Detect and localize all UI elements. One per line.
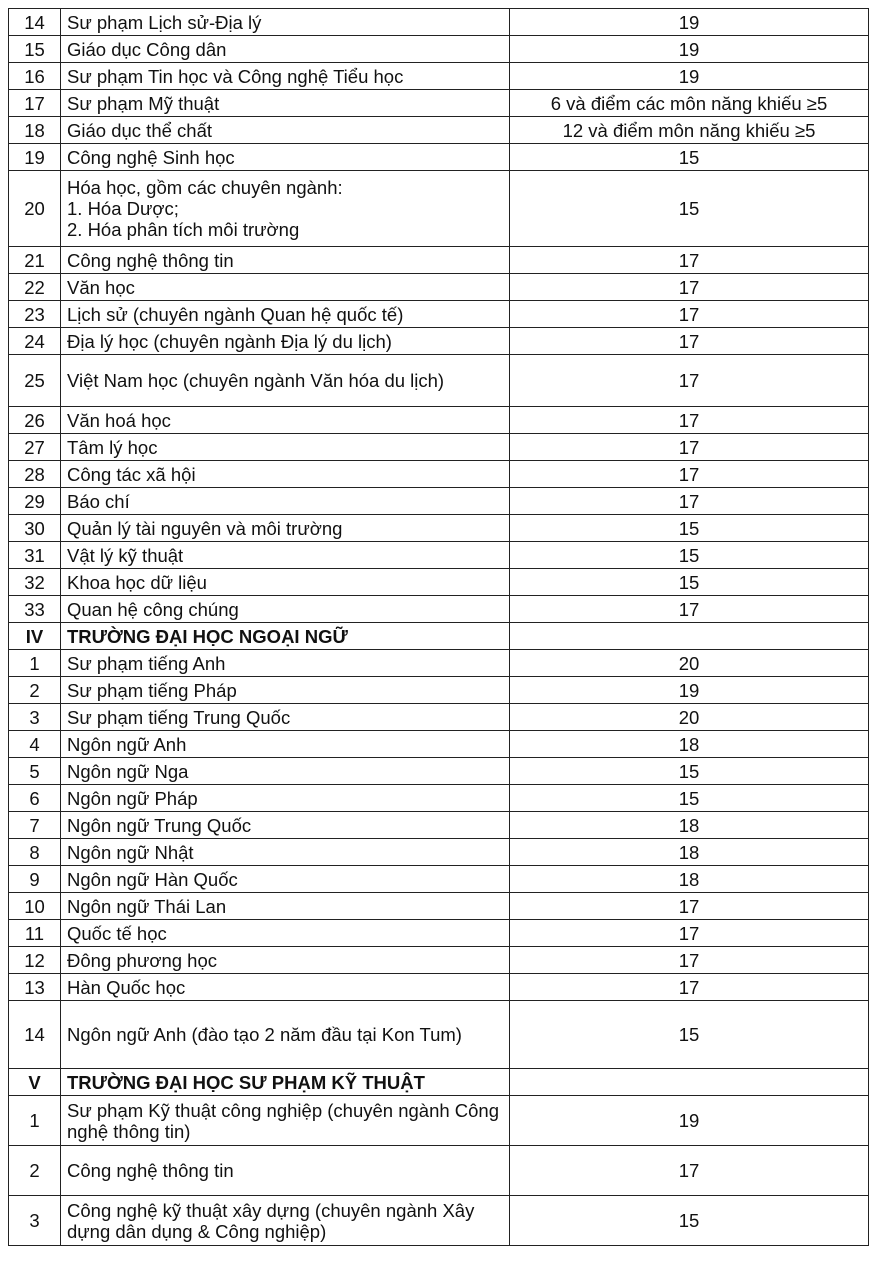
program-name-cell: Tâm lý học — [61, 434, 510, 461]
min-score-cell: 18 — [510, 839, 869, 866]
table-row — [9, 117, 869, 144]
table-row — [9, 355, 869, 407]
program-name-cell: Vật lý kỹ thuật — [61, 542, 510, 569]
program-name-cell: Ngôn ngữ Thái Lan — [61, 893, 510, 920]
min-score-cell: 20 — [510, 704, 869, 731]
table-row — [9, 36, 869, 63]
table-row — [9, 866, 869, 893]
program-name-cell: Việt Nam học (chuyên ngành Văn hóa du lịch) — [61, 355, 510, 407]
row-number-cell: 7 — [9, 812, 61, 839]
program-name-cell: Sư phạm Tin học và Công nghệ Tiểu học — [61, 63, 510, 90]
program-name-cell: Giáo dục Công dân — [61, 36, 510, 63]
min-score-cell: 19 — [510, 677, 869, 704]
table-row — [9, 974, 869, 1001]
row-number-cell: 3 — [9, 704, 61, 731]
row-number-cell: 30 — [9, 515, 61, 542]
min-score-cell: 17 — [510, 947, 869, 974]
row-number-cell: 2 — [9, 1146, 61, 1196]
row-number-cell: 22 — [9, 274, 61, 301]
min-score-cell: 15 — [510, 144, 869, 171]
row-number-cell: 12 — [9, 947, 61, 974]
row-number-cell: 23 — [9, 301, 61, 328]
row-number-cell: 10 — [9, 893, 61, 920]
program-name-cell: Sư phạm tiếng Anh — [61, 650, 510, 677]
min-score-cell: 17 — [510, 247, 869, 274]
min-score-cell: 15 — [510, 171, 869, 247]
program-name-cell: Công nghệ Sinh học — [61, 144, 510, 171]
program-name-cell: Sư phạm tiếng Trung Quốc — [61, 704, 510, 731]
table-body — [9, 9, 869, 1246]
program-name-cell: Công tác xã hội — [61, 461, 510, 488]
min-score-cell: 17 — [510, 461, 869, 488]
program-name-cell: Ngôn ngữ Anh (đào tạo 2 năm đầu tại Kon Tum) — [61, 1001, 510, 1069]
row-number-cell: 1 — [9, 1096, 61, 1146]
program-name-cell: Hàn Quốc học — [61, 974, 510, 1001]
min-score-cell — [510, 623, 869, 650]
table-row — [9, 90, 869, 117]
program-name-cell: Quốc tế học — [61, 920, 510, 947]
table-row — [9, 542, 869, 569]
min-score-cell: 18 — [510, 731, 869, 758]
program-name-cell: Công nghệ kỹ thuật xây dựng (chuyên ngành Xây dựng dân dụng & Công nghiệp) — [61, 1196, 510, 1246]
program-name-cell: Sư phạm Kỹ thuật công nghiệp (chuyên ngành Công nghệ thông tin) — [61, 1096, 510, 1146]
row-number-cell: 6 — [9, 785, 61, 812]
min-score-cell: 17 — [510, 407, 869, 434]
program-name-cell: Sư phạm tiếng Pháp — [61, 677, 510, 704]
min-score-cell: 18 — [510, 812, 869, 839]
min-score-cell: 17 — [510, 434, 869, 461]
program-name-cell: Đông phương học — [61, 947, 510, 974]
table-row — [9, 758, 869, 785]
min-score-cell: 17 — [510, 355, 869, 407]
program-name-cell: Báo chí — [61, 488, 510, 515]
min-score-cell: 19 — [510, 9, 869, 36]
program-name-cell: Sư phạm Lịch sử-Địa lý — [61, 9, 510, 36]
table-row — [9, 247, 869, 274]
row-number-cell: 15 — [9, 36, 61, 63]
row-number-cell: 14 — [9, 1001, 61, 1069]
row-number-cell: 1 — [9, 650, 61, 677]
program-name-cell: Ngôn ngữ Nga — [61, 758, 510, 785]
row-number-cell: IV — [9, 623, 61, 650]
row-number-cell: 31 — [9, 542, 61, 569]
min-score-cell: 17 — [510, 328, 869, 355]
row-number-cell: 25 — [9, 355, 61, 407]
program-name-cell: Ngôn ngữ Trung Quốc — [61, 812, 510, 839]
table-row — [9, 920, 869, 947]
table-row — [9, 488, 869, 515]
row-number-cell: 16 — [9, 63, 61, 90]
table-row — [9, 704, 869, 731]
table-row — [9, 1146, 869, 1196]
table-row — [9, 1196, 869, 1246]
min-score-cell: 17 — [510, 301, 869, 328]
row-number-cell: 24 — [9, 328, 61, 355]
program-name-cell: Khoa học dữ liệu — [61, 569, 510, 596]
min-score-cell: 15 — [510, 569, 869, 596]
min-score-cell: 20 — [510, 650, 869, 677]
row-number-cell: 21 — [9, 247, 61, 274]
admission-scores-table — [8, 8, 869, 1246]
min-score-cell: 17 — [510, 1146, 869, 1196]
program-name-cell: Công nghệ thông tin — [61, 1146, 510, 1196]
table-row — [9, 434, 869, 461]
program-name-cell: Hóa học, gồm các chuyên ngành: 1. Hóa Dược; 2. Hóa phân tích môi trường — [61, 171, 510, 247]
program-name-cell: Ngôn ngữ Pháp — [61, 785, 510, 812]
row-number-cell: 18 — [9, 117, 61, 144]
table-row — [9, 328, 869, 355]
table-row — [9, 515, 869, 542]
min-score-cell: 15 — [510, 758, 869, 785]
table-row — [9, 171, 869, 247]
row-number-cell: 9 — [9, 866, 61, 893]
min-score-cell: 17 — [510, 488, 869, 515]
row-number-cell: 28 — [9, 461, 61, 488]
program-name-cell: Công nghệ thông tin — [61, 247, 510, 274]
table-row — [9, 839, 869, 866]
section-title-cell: TRƯỜNG ĐẠI HỌC NGOẠI NGỮ — [61, 623, 510, 650]
row-number-cell: 20 — [9, 171, 61, 247]
row-number-cell: 3 — [9, 1196, 61, 1246]
min-score-cell: 15 — [510, 542, 869, 569]
table-row — [9, 144, 869, 171]
program-name-cell: Địa lý học (chuyên ngành Địa lý du lịch) — [61, 328, 510, 355]
row-number-cell: 8 — [9, 839, 61, 866]
table-row — [9, 731, 869, 758]
row-number-cell: 26 — [9, 407, 61, 434]
table-row — [9, 893, 869, 920]
table-row — [9, 407, 869, 434]
min-score-cell: 15 — [510, 515, 869, 542]
table-row — [9, 301, 869, 328]
program-name-cell: Giáo dục thể chất — [61, 117, 510, 144]
min-score-cell: 12 và điểm môn năng khiếu ≥5 — [510, 117, 869, 144]
table-row — [9, 569, 869, 596]
table-row — [9, 1001, 869, 1069]
table-row — [9, 461, 869, 488]
min-score-cell: 17 — [510, 893, 869, 920]
program-name-cell: Quản lý tài nguyên và môi trường — [61, 515, 510, 542]
min-score-cell: 6 và điểm các môn năng khiếu ≥5 — [510, 90, 869, 117]
table-row — [9, 9, 869, 36]
program-name-cell: Sư phạm Mỹ thuật — [61, 90, 510, 117]
table-row — [9, 677, 869, 704]
row-number-cell: 27 — [9, 434, 61, 461]
row-number-cell: 13 — [9, 974, 61, 1001]
min-score-cell — [510, 1069, 869, 1096]
table-row — [9, 785, 869, 812]
min-score-cell: 17 — [510, 974, 869, 1001]
table-row — [9, 650, 869, 677]
row-number-cell: 5 — [9, 758, 61, 785]
section-header-row — [9, 1069, 869, 1096]
min-score-cell: 19 — [510, 36, 869, 63]
program-name-cell: Ngôn ngữ Anh — [61, 731, 510, 758]
row-number-cell: 11 — [9, 920, 61, 947]
row-number-cell: 4 — [9, 731, 61, 758]
row-number-cell: 32 — [9, 569, 61, 596]
min-score-cell: 15 — [510, 1196, 869, 1246]
row-number-cell: 33 — [9, 596, 61, 623]
min-score-cell: 19 — [510, 63, 869, 90]
program-name-cell: Văn học — [61, 274, 510, 301]
row-number-cell: 17 — [9, 90, 61, 117]
min-score-cell: 18 — [510, 866, 869, 893]
table-row — [9, 596, 869, 623]
table-row — [9, 63, 869, 90]
program-name-cell: Văn hoá học — [61, 407, 510, 434]
program-name-cell: Ngôn ngữ Hàn Quốc — [61, 866, 510, 893]
row-number-cell: 14 — [9, 9, 61, 36]
min-score-cell: 19 — [510, 1096, 869, 1146]
min-score-cell: 15 — [510, 785, 869, 812]
row-number-cell: 2 — [9, 677, 61, 704]
row-number-cell: 29 — [9, 488, 61, 515]
program-name-cell: Quan hệ công chúng — [61, 596, 510, 623]
row-number-cell: 19 — [9, 144, 61, 171]
table-row — [9, 812, 869, 839]
min-score-cell: 17 — [510, 920, 869, 947]
section-title-cell: TRƯỜNG ĐẠI HỌC SƯ PHẠM KỸ THUẬT — [61, 1069, 510, 1096]
table-row — [9, 1096, 869, 1146]
section-header-row — [9, 623, 869, 650]
table-row — [9, 947, 869, 974]
row-number-cell: V — [9, 1069, 61, 1096]
program-name-cell: Ngôn ngữ Nhật — [61, 839, 510, 866]
min-score-cell: 17 — [510, 596, 869, 623]
min-score-cell: 15 — [510, 1001, 869, 1069]
program-name-cell: Lịch sử (chuyên ngành Quan hệ quốc tế) — [61, 301, 510, 328]
table-row — [9, 274, 869, 301]
min-score-cell: 17 — [510, 274, 869, 301]
